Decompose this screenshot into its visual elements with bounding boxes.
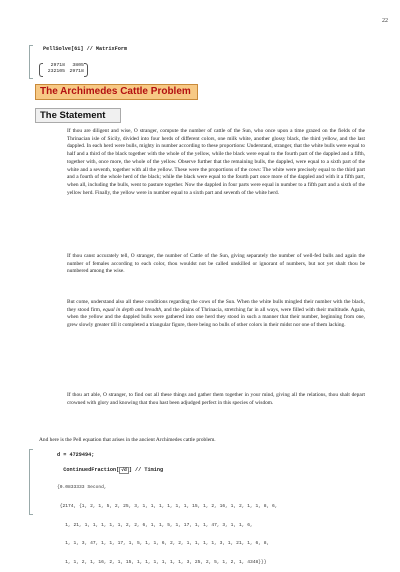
sqrt-box: √d <box>121 468 127 473</box>
text-run: If thou are diligent and wise, O stranger, compute the number of cattle of the Sun, who once upon a time grazed on the fields of the Thrinacian isle of Sicily, divided into four herds of different colors, one milk white, another glossy black, the third yellow, and the last dappled. In each herd were bulls, mighty in number according to these proportions: Understand, stranger, that the white bulls were equal to half and a third of the black together with the whole of the yellow, while the black were equal to the fourth part of the dappled and a fifth, together with, once more, the whole of the yellow. Observe further that the remaining bulls, the dappled, were equal to a sixth part of the white and a seventh, together with all the yellow. These were the proportions of the cows: The white were precisely equal to the third part and a fourth of the whole herd of the black; while the black were equal to the fourth part once more of the dappled and with it a fifth part, when all, including the bulls, went to pasture together. Now the dappled in four parts were equal in number to a fifth part and a sixth of the yellow herd. Finally, the yellow were in number equal to a sixth part and seventh of the white herd. <box>67 128 365 196</box>
output-line: 1, 21, 1, 1, 1, 1, 1, 2, 2, 6, 1, 1, 5, 1, 17, 1, 1, 47, 3, 1, 1, 6, <box>57 522 253 528</box>
paragraph-3 <box>67 299 365 330</box>
matrix-cell: 3805 <box>72 63 84 68</box>
section-title <box>35 84 198 100</box>
output-line: 1, 1, 3, 47, 1, 1, 17, 1, 5, 1, 1, 6, 2, 2, 1, 1, 1, 1, 3, 1, 21, 1, 6, 8, <box>57 541 270 547</box>
page-number: 22 <box>382 18 388 24</box>
left-paren <box>39 63 43 77</box>
text-run: But come, understand also all these conditions regarding the cows of the Sun. When the white bulls mingled their number with the black, they stood firm, <box>67 299 365 313</box>
sqrt-arg: d <box>124 468 127 473</box>
code-input-pellsolve[interactable]: PellSolve[61] // MatrixForm <box>43 46 128 52</box>
cell-bracket[interactable] <box>29 449 33 515</box>
output-line: {2174, {1, 2, 1, 5, 2, 25, 3, 1, 1, 1, 1, 1, 1, 15, 1, 2, 16, 1, 2, 1, 1, 8, 6, <box>57 504 278 510</box>
subsection-title <box>35 108 121 123</box>
paragraph-2 <box>67 253 365 276</box>
matrix-cell: 232105 <box>47 69 65 75</box>
text-run: If thou art able, O stranger, to find out all these things and gather them together in your mind, giving all the relations, thou shalt depart crowned with glory and knowing that thou hast been adjudged perfect in this species of wisdom. <box>67 392 365 406</box>
section-title-text: The Archimedes Cattle Problem <box>40 86 191 97</box>
code-fragment: ContinuedFraction[ <box>63 467 120 473</box>
text-run: If thou canst accurately tell, O stranger, the number of Cattle of the Sun, giving separately the number of well-fed bulls and again the number of females according to each color, thou wouldst not be called unskilled or ignorant of numbers, but not yet shalt thou be numbered among the wise. <box>67 253 365 275</box>
code-fragment: ] // Timing <box>128 467 164 473</box>
intro-text: And here is the Pell equation that arises in the ancient Archimedes cattle problem. <box>39 437 216 443</box>
code-input-d[interactable]: d = 4729494; <box>57 452 95 458</box>
matrix-cell: 29718 <box>50 63 65 68</box>
italic-text: equal in depth and breadth <box>102 306 162 313</box>
output-line: 1, 1, 2, 1, 16, 2, 1, 15, 1, 1, 1, 1, 1, 1, 3, 25, 2, 5, 1, 2, 1, 4348}}} <box>57 559 267 565</box>
output-line: {0.0833333 Second, <box>57 485 107 491</box>
matrix-output <box>43 63 84 75</box>
right-paren <box>84 63 88 77</box>
matrix-cell: 29718 <box>69 69 84 75</box>
output-lines <box>57 473 377 572</box>
subsection-title-text: The Statement <box>40 110 106 121</box>
paragraph-1 <box>67 128 365 197</box>
cell-bracket[interactable] <box>29 45 33 79</box>
paragraph-4 <box>67 392 365 407</box>
matrix-row <box>43 69 84 75</box>
text-run: , and the plains of Thrinacia, stretching far in all ways, were filled with their multitude. Again, when the yellow and the dappled bulls were gathered into one herd they stood in such a manner that their number, beginning from one, grew slowly greater till it completed a triangular figure, there being no bulls of other colors in their midst nor one of them lacking. <box>67 306 366 329</box>
